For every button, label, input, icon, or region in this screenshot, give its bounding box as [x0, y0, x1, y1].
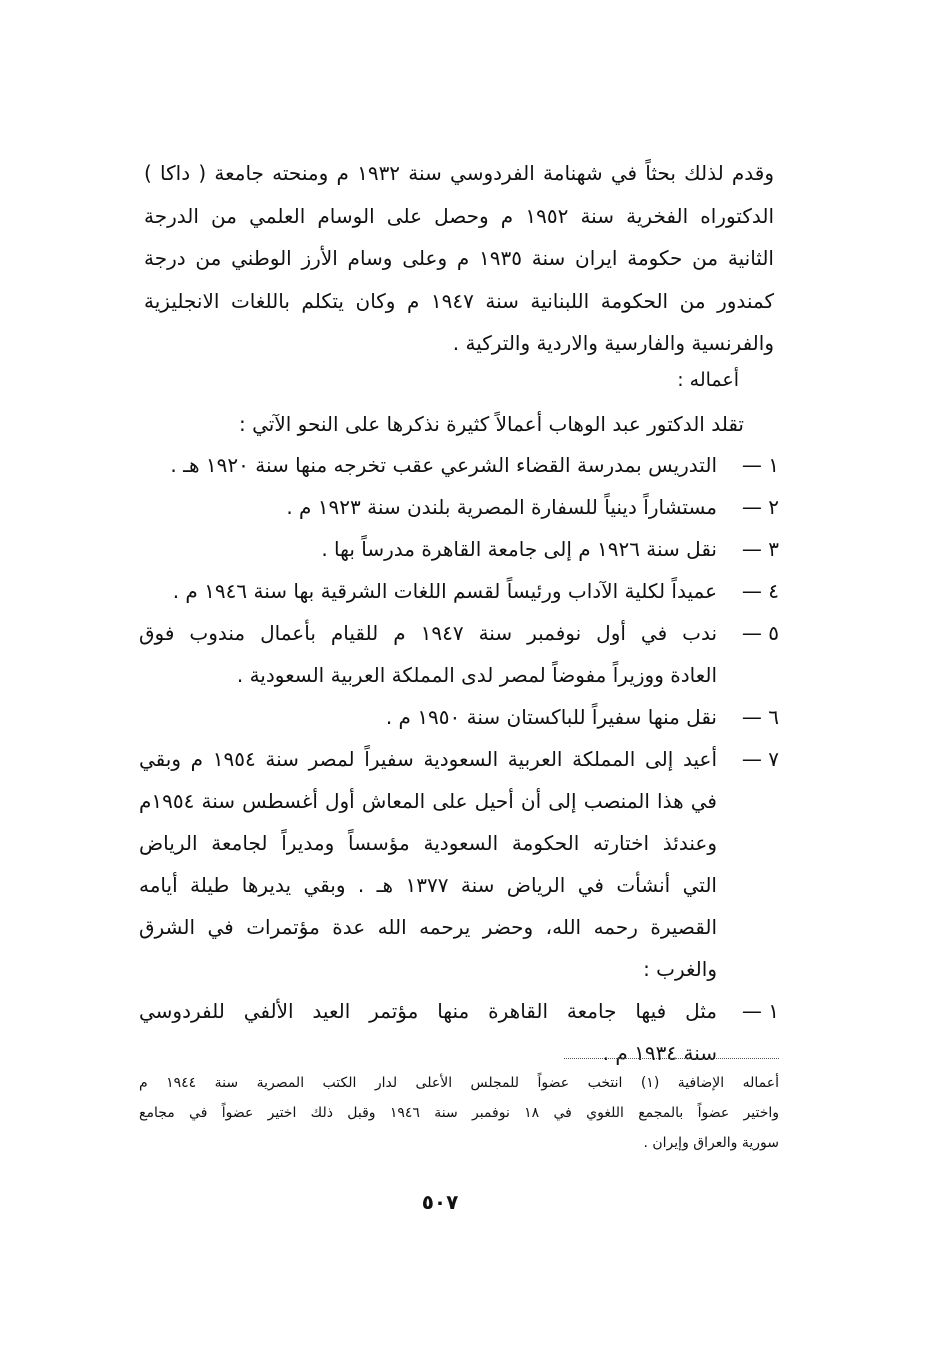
item-text: سنة ١٩٣٤ م .: [602, 1041, 717, 1065]
footnote-line: أعماله الإضافية (١) انتخب عضواً للمجلس الأعلى لدار الكتب المصرية سنة ١٩٤٤ م: [139, 1075, 779, 1091]
item-text: التدريس بمدرسة القضاء الشرعي عقب تخرجه منها سنة ١٩٢٠ هـ .: [170, 453, 717, 477]
item-number: ١ —: [741, 999, 779, 1023]
intro-line: كمندور من الحكومة اللبنانية سنة ١٩٤٧ م وكان يتكلم باللغات الانجليزية: [144, 288, 775, 313]
intro-line: والفرنسية والفارسية والاردية والتركية .: [452, 331, 774, 355]
intro-line: الثانية من حكومة ايران سنة ١٩٣٥ م وعلى وسام الأرز الوطني من درجة: [144, 246, 774, 270]
list-item: [139, 696, 779, 738]
works-intro: تقلد الدكتور عبد الوهاب أعمالاً كثيرة نذكرها على النحو الآتي :: [239, 412, 744, 436]
intro-paragraph: [144, 152, 774, 365]
list-item: [139, 486, 779, 528]
list-item: [139, 612, 779, 696]
item-text: مثل فيها جامعة القاهرة منها مؤتمر العيد الألفي للفردوسي: [139, 999, 717, 1023]
item-number: ٥ —: [741, 621, 779, 645]
item-text: نقل منها سفيراً للباكستان سنة ١٩٥٠ م .: [385, 705, 717, 729]
list-item: [139, 444, 779, 486]
intro-line: الدكتوراه الفخرية سنة ١٩٥٢ م وحصل على الوسام العلمي من الدرجة: [144, 203, 774, 228]
item-text: ندب في أول نوفمبر سنة ١٩٤٧ م للقيام بأعمال مندوب فوق: [139, 621, 718, 645]
item-text: التي أنشأت في الرياض سنة ١٣٧٧ هـ . وبقي يديرها طيلة أيامه: [139, 873, 717, 897]
item-text: والغرب :: [643, 957, 717, 981]
item-text: وعندئذ اختارته الحكومة السعودية مؤسساً ومديراً لجامعة الرياض: [139, 831, 717, 855]
footnote: [139, 1068, 779, 1158]
item-number: ٣ —: [741, 537, 779, 561]
item-number: ٤ —: [741, 579, 779, 603]
item-number: ٢ —: [741, 495, 779, 519]
item-text: في هذا المنصب إلى أن أحيل على المعاش أول أغسطس سنة ١٩٥٤م: [139, 789, 717, 813]
intro-line: وقدم لذلك بحثاً في شهنامة الفردوسي سنة ١٩٣٢ م ومنحته جامعة ( داكا ): [144, 161, 774, 185]
item-text: عميداً لكلية الآداب ورئيساً لقسم اللغات الشرقية بها سنة ١٩٤٦ م .: [172, 579, 717, 603]
footnote-divider: [564, 1058, 779, 1059]
item-number: ١ —: [741, 453, 779, 477]
item-text: القصيرة رحمه الله، وحضر يرحمه الله عدة مؤتمرات في الشرق: [139, 915, 717, 939]
item-number: ٦ —: [741, 705, 779, 729]
item-text: العادة ووزيراً مفوضاً لمصر لدى المملكة العربية السعودية .: [236, 663, 717, 687]
item-number: ٧ —: [741, 747, 779, 771]
list-item: [139, 990, 779, 1074]
list-item: [139, 570, 779, 612]
item-text: أعيد إلى المملكة العربية السعودية سفيراً لمصر سنة ١٩٥٤ م وبقي: [139, 747, 718, 771]
section-heading: أعماله :: [677, 369, 739, 391]
footnote-line: واختير عضواً بالمجمع اللغوي في ١٨ نوفمبر سنة ١٩٤٦ وقبل ذلك اختير عضواً في مجامع: [139, 1105, 780, 1121]
list-item: [139, 528, 779, 570]
footnote-line: سورية والعراق وإيران .: [643, 1135, 779, 1151]
works-list: [139, 444, 779, 1074]
page-number: ٥٠٧: [421, 1190, 459, 1214]
list-item: [139, 738, 779, 990]
item-text: نقل سنة ١٩٢٦ م إلى جامعة القاهرة مدرساً بها .: [321, 537, 717, 561]
item-text: مستشاراً دينياً للسفارة المصرية بلندن سنة ١٩٢٣ م .: [286, 495, 717, 519]
